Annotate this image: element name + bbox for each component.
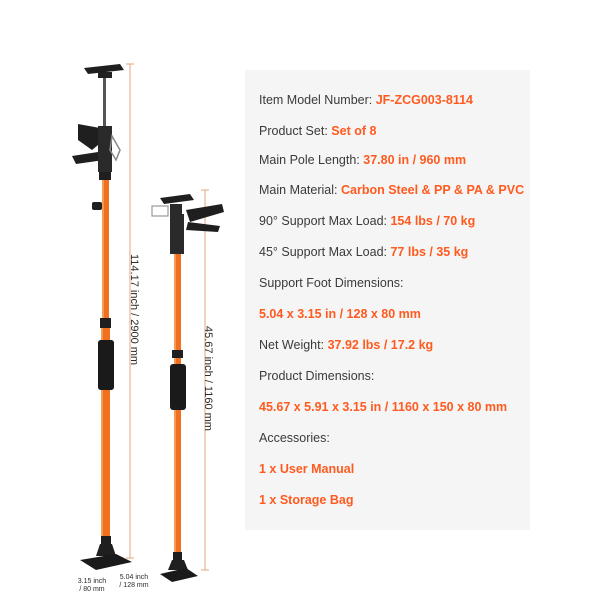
weight-value: 37.92 lbs / 17.2 kg — [327, 338, 434, 352]
set-label: Product Set: — [259, 124, 328, 138]
pole-length-value: 37.80 in / 960 mm — [363, 153, 467, 167]
weight-label: Net Weight: — [259, 338, 325, 352]
material-label: Main Material: — [259, 183, 338, 197]
load45-value: 77 lbs / 35 kg — [390, 245, 469, 259]
spec-product-dim-label — [259, 368, 374, 384]
spec-pole-length — [259, 152, 466, 168]
spec-load-45 — [259, 244, 468, 260]
spec-weight — [259, 337, 433, 353]
spec-set — [259, 123, 376, 139]
foot-width-1-mm: / 80 mm — [79, 586, 105, 593]
product-dim-value: 45.67 x 5.91 x 3.15 in / 1160 x 150 x 80 mm — [259, 400, 508, 414]
short-height-label: 45.67 inch / 1160 mm — [202, 326, 214, 431]
material-value: Carbon Steel & PP & PA & PVC — [340, 183, 525, 197]
spec-accessory-1 — [259, 461, 354, 477]
foot-width-1-inch: 3.15 inch — [77, 578, 107, 585]
load90-label: 90° Support Max Load: — [259, 214, 387, 228]
accessory-1: 1 x User Manual — [259, 462, 355, 476]
tall-pole — [72, 64, 132, 570]
model-label: Item Model Number: — [259, 93, 373, 107]
load45-label: 45° Support Max Load: — [259, 245, 387, 259]
model-value: JF-ZCG003-8114 — [375, 93, 473, 107]
spec-panel — [245, 70, 530, 530]
spec-product-dim-value — [259, 399, 507, 415]
accessories-label: Accessories: — [259, 431, 330, 445]
foot-width-1-label — [74, 578, 110, 594]
accessory-2: 1 x Storage Bag — [259, 493, 354, 507]
spec-foot-label — [259, 275, 404, 291]
product-dim-label: Product Dimensions: — [259, 369, 375, 383]
spec-foot-value — [259, 306, 421, 322]
spec-load-90 — [259, 213, 475, 229]
foot-value: 5.04 x 3.15 in / 128 x 80 mm — [259, 307, 421, 321]
foot-width-2-label — [114, 574, 154, 590]
pole-length-label: Main Pole Length: — [259, 153, 360, 167]
spec-accessories-label — [259, 430, 330, 446]
foot-width-2-mm: / 128 mm — [119, 582, 149, 589]
set-value: Set of 8 — [331, 124, 377, 138]
spec-accessory-2 — [259, 492, 353, 508]
foot-label: Support Foot Dimensions: — [259, 276, 404, 290]
spec-material — [259, 182, 524, 198]
tall-height-label: 114.17 inch / 2900 mm — [128, 254, 140, 366]
support-poles-illustration — [0, 0, 245, 600]
foot-width-2-inch: 5.04 inch — [119, 574, 149, 581]
spec-model — [259, 92, 473, 108]
load90-value: 154 lbs / 70 kg — [390, 214, 476, 228]
